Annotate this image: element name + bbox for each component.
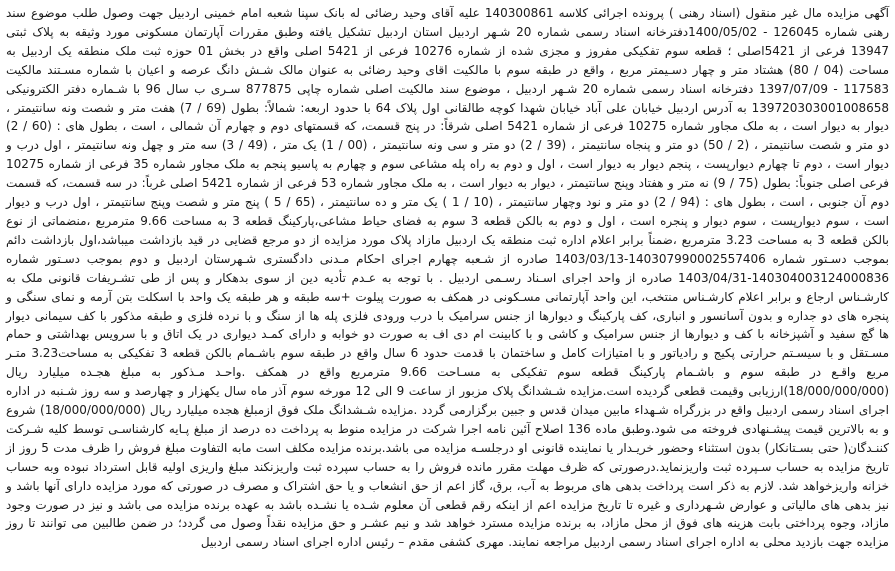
auction-notice-body: آگهی مزایده مال غیر منقول (اسناد رهنی ) پرونده اجرائی کلاسه 140300861 علیه آقای وحید رضائی له بانک سپنا شعبه امام خمینی اردبیل جهت وصول طلب موضوع سند رهنی شماره 126045 - 1400/05/02دفترخانه اسناد رسمی شماره 20 شـهر اردبیل استان اردبیل تشکیل یافته وطبق مقررات آپارتمان مسکونی مورد وثیقه به پلاک ثبتی 13947 فرعی از 5421اصلی ؛ قطعه سوم تفکیکی مفروز و مجزی شده از شماره 10276 فرعی از 5421 اصلی واقع در بخش 01 حوزه ثبت ملک منطقه یک اردبیل به مساحت (04 / 80) هشتاد متر و چهار دسـیمتر مربع ، واقع در طبقه سوم با مالکیت اقای وحید رضائی به عنوان مالک شـش دانگ عرصه و اعیان با شماره مسـتند مالکیت 117583 - 1397/07/09 دفترخانه اسناد رسمی شماره 20 شـهر اردبیل ، موضوع سند مالکیت اصلی شماره چاپی 877875 سـری ب سال 96 با شـماره دفتر الکترونیکی 139720303001008658 به آدرس اردبیل خیابان علی آباد خیابان شهدا کوچه طالقانی اول پلاک 64 با حدود اربعه: شمالاً: بطول (69 / 7) هفت متر و شصت ونه سانتیمتر ، دیوار به دیوار است ، به ملک مجاور شماره 10275 فرعی از شماره 5421 اصلی شرقاً: در پنج قسمت، که قسمتهای دوم و چهارم آن شمالی ، است ، بطول های : (60 / 2) دو متر و شصت سانتیمتر ، (2 / 50) دو متر و پنجاه سانتیمتر ، (39 / 2) دو متر و سی ونه سانتیمتر ، (00 / 1) یک متر ، (49 / 3) سه متر و چهل ونه سانتیمتر ، اول درب و دیوار است ، دوم تا چهارم دیوارپست ، پنجم دیوار به دیوار است ، اول و دوم به راه پله مشاعی سوم و چهارم به پاسیو پنجم به ملک مجاور شماره 35 فرعی از شماره 10275 فرعی اصلی جنوباً: بطول (75 / 9) نه متر و هفتاد وپنج سانتیمتر ، دیوار به دیوار است ، به ملک مجاور شماره 53 فرعی از شماره 5421 اصلی غرباً: در سه قسمت، که قسمت دوم آن جنوبی ، است ، بطول های : (94 / 2) دو متر و نود وچهار سانتیمتر ، (10 / 1 ) یک متر و ده سانتیمتر ، (65 / 5 ) پنج متر و شصت وپنج سانتیمتر ، اول درب و دیوار است ، سوم دیوارپست ، سوم دیوار و پنجره است ، اول و دوم به بالکن قطعه 3 سوم به فضای حیاط مشاعی،پارکینگ قطعه 3 به مساحت 9.66 مترمربع ،منضماتی از نوع بالکن قطعه 3 به مساحت 3.23 مترمربع ،ضمناً برابر اعلام اداره ثبت منطقه یک اردبیل مازاد پلاک مورد مزایده از دو مرجع قضایی در قید بازداشت میباشد،اول بازداشت دائم بموجب دسـتور شماره 140307990002557406-1403/03/13 صادره از شـعبه چهارم اجرای احکام مـدنی دادگستری شـهرستان اردبیل و دوم بموجب دسـتور شماره 140304003124000836-1403/04/31 صادره از واحد اجرای اسـناد رسـمی اردبیل . با توجه به عـدم تأدیه دین از سوی بدهکار و پس از طی تشـریفات قانونی ملک به کارشـناس ارجاع و برابر اعلام کارشـناس منتخب، این واحد آپارتمانی مسـکونی در همکف به صورت پیلوت +سه طبقه و هر طبقه یک واحد با اسکلت بتن آرمه و نمای سنگی و پنجره های دو جداره و بدون آسانسور و انباری، کف پارکینگ و دیوارها از جنس سرامیک با درب ورودی فلزی پله ها از سنگ و با نرده فلزی و طبقه مذکور با کف سیمانی دیوار ها گچ سفید و آشپزخانه با کف و دیوارها از جنس سرامیک و کاشی و با کابینت ام دی اف به صورت دو خوابه و دارای کمـد دیواری در یک اتاق و با سرویس بهداشتی و حمام مسـتقل و با سیسـتم حرارتی پکیج و رادیاتور و با امتیازات کامل و ساختمان با قدمت حدود 6 سال واقع در طبقه سوم باشـمام بالکن قطعه 3 تفکیکی به مساحت3.23 متـر مربع واقـع در طبقه سوم و باشـمام پارکینگ قطعه سوم تفکیکی به مسـاحت 9.66 مترمربع واقع در همکف .واحـد مـذکور به مبلغ هجـده میلیارد ریال (18/000/000/000)ارزیابی وقیمت قطعی گردیده است.مزایده شـشدانگ پلاک مزبور از ساعت 9 الی 12 مورخه سوم آذر ماه سال یکهزار و چهارصد و سه روز شـنبه در اداره اجرای اسناد رسمی اردبیل واقع در بزرگراه شـهداء مابین میدان قدس و جبین برگزارمی گردد .مزایده شـشدانگ ملک فوق ازمبلغ هجده میلیارد ریال (18/000/000/000) شروع و به بالاترین قیمت پیشـنهادی فروخته می شود.وطبق ماده 136 اصلاح آئین نامه اجرا شرکت در مزایده منوط به پرداخت ده درصد از مبلغ پـایه کارشناسـی توسط کلیه شـرکت کننـدگان( حتی بسـتانکار) بدون استثناء وحضور خریـدار یا نماینده قانونی او درجلسـه مزایده می باشد.برنده مزایده مکلف است مابه التفاوت مبلغ فروش را ظرف مدت 5 روز از تاریخ مزایده به حساب سـپرده ثبت واریزنماید.درصورتی که ظرف مهلت مقرر مانده فروش را به حساب سپرده ثبت واریزنکند مبلغ واریزی اولیه قابل استرداد نبوده وبه حساب خزانه واریزخواهد شد. لازم به ذکر است پرداخت بدهی های مربوط به آب، برق، گاز اعم از حق انشعاب و یا حق اشتراک و مصرف در صورتی که مورد مزایده دارای آنها باشد و نیز بدهی های مالیاتی و عوارض شـهرداری و غیره تا تاریخ مزایده اعم از اینکه رقم قطعی آن معلوم شـده یا نشـده باشد به عهده برنده مزایده می باشد و نیز در صورت وجود مازاد، وجوه پرداختی بابت هزینه های فوق از محل مازاد، به برنده مزایده مسترد خواهد شد و نیم عشـر و حق مزایده نقداً وصول می گردد؛ در ضمن طالبین می توانند تا روز مزایده جهت بازدید محلی به اداره اجرای اسناد رسمی اردبیل مراجعه نمایند. مهری کشفی مقدم – رئیس اداره اجرای اسناد رسمی اردبیل — [6, 6, 890, 550]
auction-notice-text — [6, 4, 889, 552]
